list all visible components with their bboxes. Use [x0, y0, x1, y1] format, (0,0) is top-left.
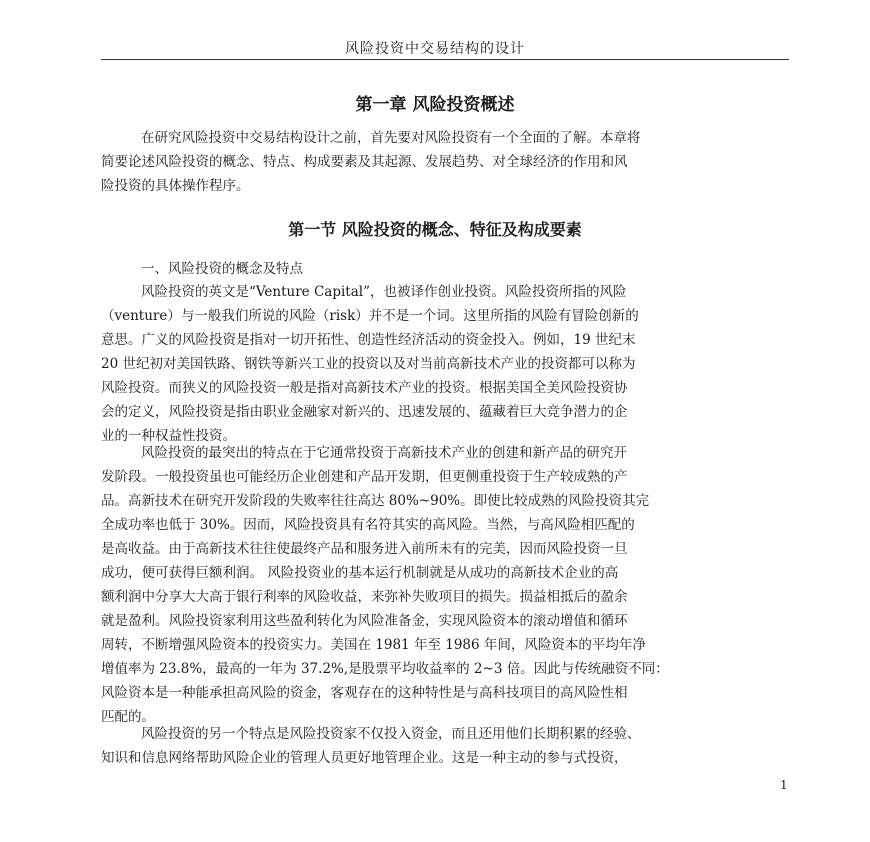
paragraph-line: 风险资本是一种能承担高风险的资金，客观存在的这种特性是与高科技项目的高风险性相 — [101, 685, 628, 701]
paragraph-line: 业的一种权益性投资。 — [101, 428, 236, 444]
paragraph-line: 风险投资。而狭义的风险投资一般是指对高新技术产业的投资。根据美国全美风险投资协 — [101, 380, 628, 396]
paragraph-line: 就是盈利。风险投资家利用这些盈利转化为风险准备金，实现风险资本的滚动增值和循环 — [101, 613, 628, 629]
paragraph-line: 发阶段。一般投资虽也可能经历企业创建和产品开发期，但更侧重投资于生产较成熟的产 — [101, 469, 628, 485]
paragraph-line: 意思。广义的风险投资是指对一切开拓性、创造性经济活动的资金投入。例如，19 世纪末 — [101, 332, 636, 348]
chapter-intro-line: 简要论述风险投资的概念、特点、构成要素及其起源、发展趋势、对全球经济的作用和风 — [101, 154, 628, 170]
running-header: 风险投资中交易结构的设计 — [345, 41, 525, 57]
paragraph-line: 20 世纪初对美国铁路、钢铁等新兴工业的投资以及对当前高新技术产业的投资都可以称为 — [101, 356, 636, 372]
paragraph-line: （venture）与一般我们所说的风险（risk）并不是一个词。这里所指的风险有冒险创新的 — [101, 308, 639, 324]
paragraph-line: 风险投资的英文是“Venture Capital”，也被译作创业投资。风险投资所指的风险 — [141, 284, 627, 300]
paragraph-line: 风险投资的最突出的特点在于它通常投资于高新技术产业的创建和新产品的研究开 — [141, 445, 627, 461]
section-title: 第一节 风险投资的概念、特征及构成要素 — [288, 220, 582, 239]
paragraph-line: 成功，便可获得巨额利润。 风险投资业的基本运行机制就是从成功的高新技术企业的高 — [101, 565, 619, 581]
paragraph-line: 周转，不断增强风险资本的投资实力。美国在 1981 年至 1986 年间，风险资本的平均年净 — [101, 637, 646, 653]
paragraph-line: 匹配的。 — [101, 709, 155, 725]
page-number: 1 — [780, 778, 788, 792]
paragraph-line: 知识和信息网络帮助风险企业的管理人员更好地管理企业。这是一种主动的参与式投资， — [101, 750, 628, 766]
paragraph-line: 是高收益。由于高新技术往往使最终产品和服务进入前所未有的完美，因而风险投资一旦 — [101, 541, 628, 557]
chapter-intro-line: 险投资的具体操作程序。 — [101, 178, 250, 194]
paragraph-line: 额利润中分享大大高于银行利率的风险收益，来弥补失败项目的损失。损益相抵后的盈余 — [101, 589, 628, 605]
header-rule — [101, 59, 789, 60]
paragraph-line: 全成功率也低于 30%。因而，风险投资具有名符其实的高风险。当然，与高风险相匹配的 — [101, 517, 635, 533]
paragraph-line: 风险投资的另一个特点是风险投资家不仅投入资金，而且还用他们长期积累的经验、 — [141, 726, 641, 742]
chapter-intro-line: 在研究风险投资中交易结构设计之前，首先要对风险投资有一个全面的了解。本章将 — [141, 130, 641, 146]
paragraph-line: 品。高新技术在研究开发阶段的失败率往往高达 80%~90%。即使比较成熟的风险投资其完 — [101, 493, 650, 509]
chapter-title: 第一章 风险投资概述 — [355, 95, 515, 115]
paragraph-line: 会的定义，风险投资是指由职业金融家对新兴的、迅速发展的、蕴藏着巨大竞争潜力的企 — [101, 404, 628, 420]
paragraph-line: 增值率为 23.8%，最高的一年为 37.2%,是股票平均收益率的 2~3 倍。因此与传统融资不同： — [101, 661, 669, 677]
section-subheading: 一、风险投资的概念及特点 — [141, 261, 303, 277]
